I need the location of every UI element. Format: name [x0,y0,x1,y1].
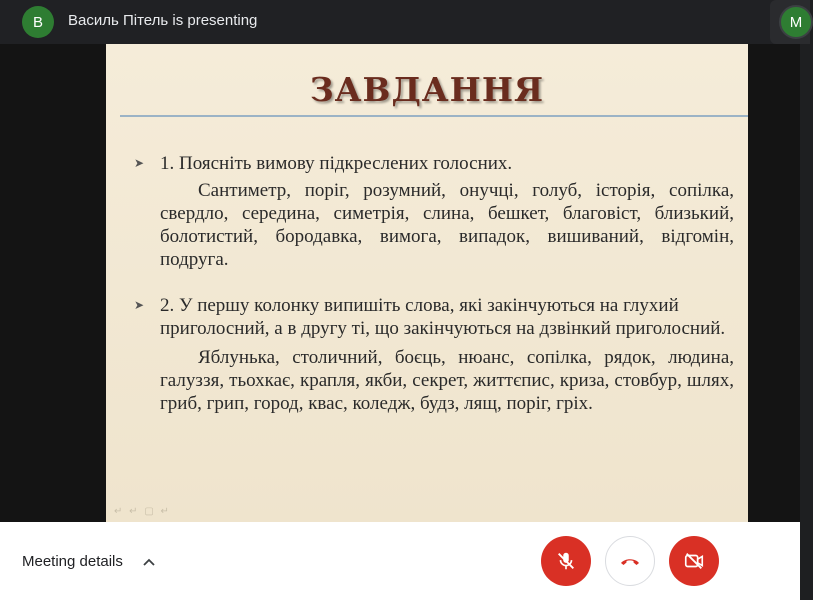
leave-call-button[interactable] [605,536,655,586]
camera-toggle-button[interactable] [669,536,719,586]
participant-avatar[interactable]: M [779,5,813,39]
task-block-1 [134,152,734,271]
presentation-slide [106,44,748,522]
title-divider [120,115,748,117]
presentation-stage [0,44,800,522]
slide-title: ЗАВДАННЯ [309,70,545,109]
slide-nav-icon: ↵ ↵ ▢ ↵ [114,506,171,517]
mic-toggle-button[interactable] [541,536,591,586]
bullet-arrow-icon: ➤ [134,298,145,312]
task-2-words: Яблунька, столичний, боєць, нюанс, сопілка, рядок, людина, галуззя, тьохкає, крапля, якби, секрет, життєпис, криза, стовбур, шлях, гриб, грип, город, квас, коледж, будз, лящ, поріг, гріх. [160,347,734,414]
mic-off-icon [555,550,577,572]
task-1-heading: 1. Поясніть вимову підкреслених голосних. [160,153,513,174]
chevron-up-icon[interactable] [142,555,156,569]
task-2-heading: 2. У першу колонку випишіть слова, які закінчуються на глухий приголосний, а в другу ті, що закінчуються на дзвінкий приголосний. [160,295,726,339]
hang-up-icon [618,549,642,573]
meeting-details-button[interactable]: Meeting details [22,553,123,570]
task-1-words: Сантиметр, поріг, розумний, онучці, голуб, історія, сопілка, свердло, середина, симетрія, слина, бешкет, благовіст, близький, болотистий, бородавка, вимога, випадок, вишиваний, відгомін, подруга. [160,180,734,270]
bullet-arrow-icon: ➤ [134,156,145,170]
task-block-2 [134,294,734,415]
top-bar [0,0,803,44]
presenting-label: Василь Пітель is presenting [68,12,258,29]
presenter-avatar: В [22,6,54,38]
camera-off-icon [683,550,705,572]
bottom-bar [0,522,800,600]
